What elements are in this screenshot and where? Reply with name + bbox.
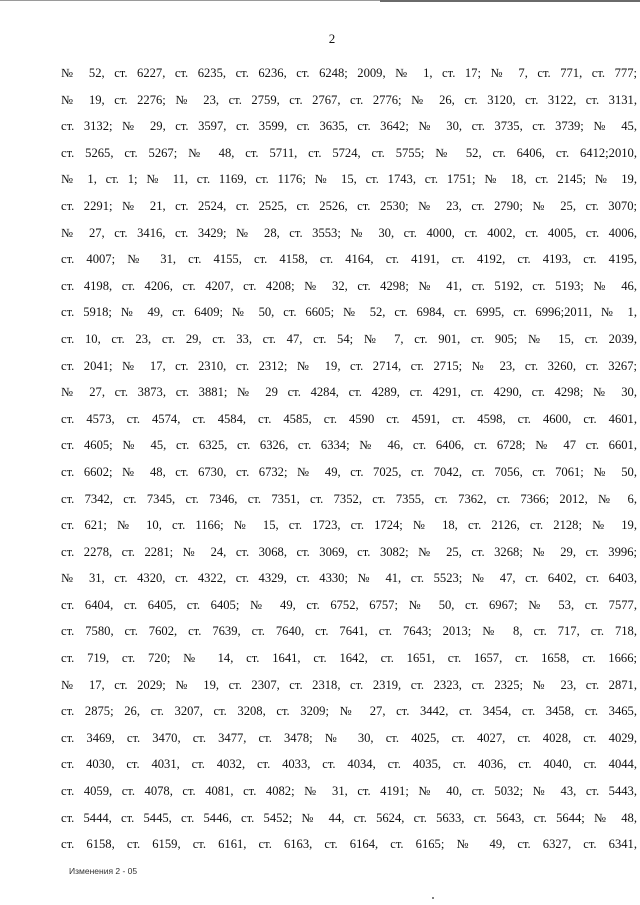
text-line: ст. 4007; № 31, ст. 4155, ст. 4158, ст. 4164, ст. 4191, ст. 4192, ст. 4193, ст. 4195, — [61, 252, 637, 267]
text-line: ст. 719, ст. 720; № 14, ст. 1641, ст. 1642, ст. 1651, ст. 1657, ст. 1658, ст. 1666; — [61, 651, 637, 666]
text-line: ст. 4198, ст. 4206, ст. 4207, ст. 4208; № 32, ст. 4298; № 41, ст. 5192, ст. 5193; № 46, — [61, 278, 637, 293]
text-line: ст. 2278, ст. 2281; № 24, ст. 3068, ст. 3069, ст. 3082; № 25, ст. 3268; № 29, ст. 3996; — [61, 544, 637, 559]
footer-revision-note: Изменения 2 - 05 — [69, 866, 138, 876]
scan-speck — [432, 897, 434, 899]
text-line: ст. 6404, ст. 6405, ст. 6405; № 49, ст. 6752, 6757; № 50, ст. 6967; № 53, ст. 7577, — [61, 597, 637, 612]
text-line: ст. 4605; № 45, ст. 6325, ст. 6326, ст. 6334; № 46, ст. 6406, ст. 6728; № 47 ст. 6601, — [61, 438, 637, 453]
text-line: ст. 7342, ст. 7345, ст. 7346, ст. 7351, ст. 7352, ст. 7355, ст. 7362, ст. 7366; 2012, № 6, — [61, 491, 637, 506]
text-line: ст. 5918; № 49, ст. 6409; № 50, ст. 6605; № 52, ст. 6984, ст. 6995, ст. 6996;2011, № 1, — [61, 305, 637, 320]
text-line: ст. 4030, ст. 4031, ст. 4032, ст. 4033, ст. 4034, ст. 4035, ст. 4036, ст. 4040, ст. 4044, — [61, 757, 637, 772]
top-edge-rule-right — [380, 0, 640, 2]
text-line: № 19, ст. 2276; № 23, ст. 2759, ст. 2767, ст. 2776; № 26, ст. 3120, ст. 3122, ст. 3131, — [61, 92, 637, 107]
text-line: № 52, ст. 6227, ст. 6235, ст. 6236, ст. 6248; 2009, № 1, ст. 17; № 7, ст. 771, ст. 777; — [61, 66, 637, 80]
text-line: № 1, ст. 1; № 11, ст. 1169, ст. 1176; № 15, ст. 1743, ст. 1751; № 18, ст. 2145; № 19, — [61, 172, 637, 187]
text-line: ст. 10, ст. 23, ст. 29, ст. 33, ст. 47, ст. 54; № 7, ст. 901, ст. 905; № 15, ст. 2039, — [61, 331, 637, 346]
text-line: ст. 4059, ст. 4078, ст. 4081, ст. 4082; № 31, ст. 4191; № 40, ст. 5032; № 43, ст. 5443, — [61, 784, 637, 799]
text-line: № 17, ст. 2029; № 19, ст. 2307, ст. 2318, ст. 2319, ст. 2323, ст. 2325; № 23, ст. 2871, — [61, 677, 637, 692]
text-line: № 31, ст. 4320, ст. 4322, ст. 4329, ст. 4330; № 41, ст. 5523; № 47, ст. 6402, ст. 6403, — [61, 571, 637, 586]
text-line: ст. 2041; № 17, ст. 2310, ст. 2312; № 19, ст. 2714, ст. 2715; № 23, ст. 3260, ст. 3267; — [61, 358, 637, 373]
text-line: ст. 6158, ст. 6159, ст. 6161, ст. 6163, ст. 6164, ст. 6165; № 49, ст. 6327, ст. 6341, — [61, 837, 637, 852]
text-line: ст. 4573, ст. 4574, ст. 4584, ст. 4585, ст. 4590 ст. 4591, ст. 4598, ст. 4600, ст. 4601, — [61, 411, 637, 426]
text-line: № 27, ст. 3416, ст. 3429; № 28, ст. 3553; № 30, ст. 4000, ст. 4002, ст. 4005, ст. 4006, — [61, 225, 637, 240]
body-text — [61, 60, 637, 858]
text-line: ст. 5444, ст. 5445, ст. 5446, ст. 5452; № 44, ст. 5624, ст. 5633, ст. 5643, ст. 5644; № 48, — [61, 810, 637, 825]
text-line: ст. 2875; 26, ст. 3207, ст. 3208, ст. 3209; № 27, ст. 3442, ст. 3454, ст. 3458, ст. 3465, — [61, 704, 637, 719]
page-number: 2 — [328, 31, 336, 46]
text-line: ст. 3132; № 29, ст. 3597, ст. 3599, ст. 3635, ст. 3642; № 30, ст. 3735, ст. 3739; № 45, — [61, 119, 637, 134]
text-line: № 27, ст. 3873, ст. 3881; № 29 ст. 4284, ст. 4289, ст. 4291, ст. 4290, ст. 4298; № 30, — [61, 385, 637, 400]
text-line: ст. 2291; № 21, ст. 2524, ст. 2525, ст. 2526, ст. 2530; № 23, ст. 2790; № 25, ст. 3070; — [61, 198, 637, 213]
text-line: ст. 5265, ст. 5267; № 48, ст. 5711, ст. 5724, ст. 5755; № 52, ст. 6406, ст. 6412;2010, — [61, 145, 637, 160]
text-line: ст. 3469, ст. 3470, ст. 3477, ст. 3478; № 30, ст. 4025, ст. 4027, ст. 4028, ст. 4029, — [61, 730, 637, 745]
text-line: ст. 6602; № 48, ст. 6730, ст. 6732; № 49, ст. 7025, ст. 7042, ст. 7056, ст. 7061; № 50, — [61, 464, 637, 479]
text-line: ст. 7580, ст. 7602, ст. 7639, ст. 7640, ст. 7641, ст. 7643; 2013; № 8, ст. 717, ст. 718, — [61, 624, 637, 639]
text-line: ст. 621; № 10, ст. 1166; № 15, ст. 1723, ст. 1724; № 18, ст. 2126, ст. 2128; № 19, — [61, 518, 637, 533]
